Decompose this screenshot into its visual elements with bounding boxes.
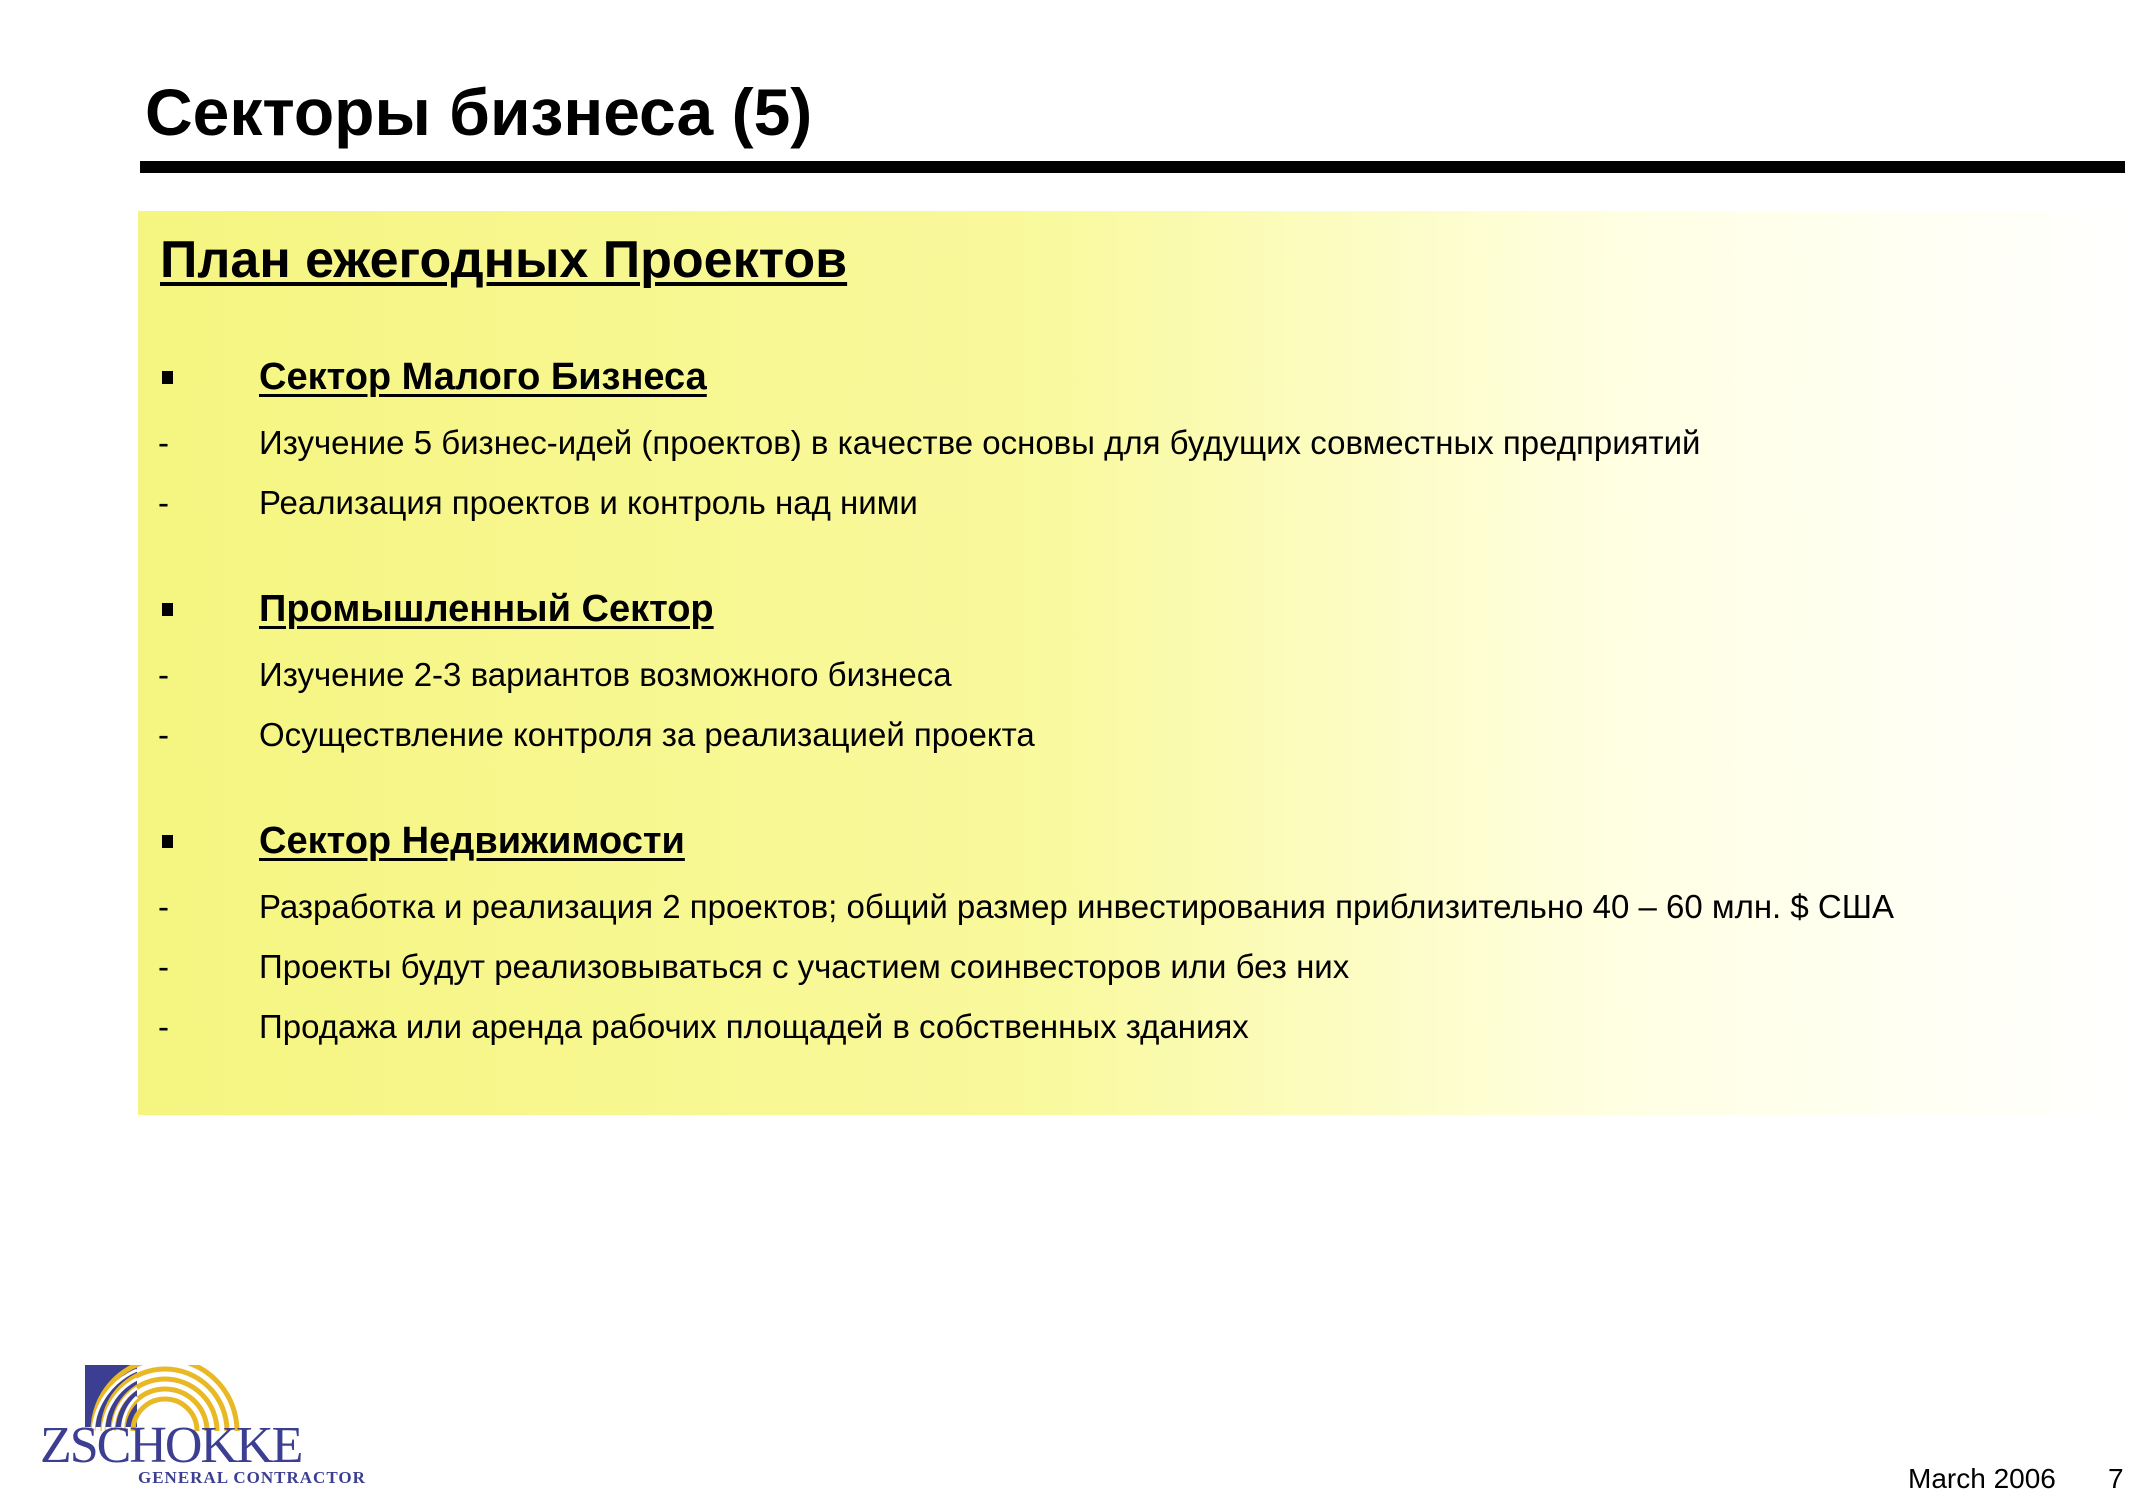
footer-date: March 2006 xyxy=(1908,1463,2056,1494)
dash-marker: - xyxy=(158,716,169,753)
section-title: Сектор Малого Бизнеса xyxy=(259,356,707,398)
page-number: 7 xyxy=(2108,1463,2124,1494)
list-item-text: Осуществление контроля за реализацией проекта xyxy=(259,716,1035,753)
list-item xyxy=(0,942,2156,992)
list-item xyxy=(0,478,2156,528)
logo-tagline: GENERAL CONTRACTOR xyxy=(138,1468,366,1487)
list-item xyxy=(0,710,2156,760)
section-industrial xyxy=(0,584,2156,634)
slide-title: Секторы бизнеса (5) xyxy=(145,75,813,149)
section-real-estate xyxy=(0,816,2156,866)
list-item-text: Разработка и реализация 2 проектов; общий размер инвестирования приблизительно 40 – 60 млн. $ США xyxy=(259,888,1894,925)
dash-marker: - xyxy=(158,656,169,693)
dash-marker: - xyxy=(158,888,169,925)
company-logo xyxy=(40,1365,366,1495)
panel-heading: План ежегодных Проектов xyxy=(160,231,848,289)
list-item-text: Проекты будут реализовываться с участием соинвесторов или без них xyxy=(259,948,1350,985)
list-item-text: Изучение 5 бизнес-идей (проектов) в качестве основы для будущих совместных предприятий xyxy=(259,424,1701,461)
dash-marker: - xyxy=(158,948,169,985)
dash-marker: - xyxy=(158,424,169,461)
dash-marker: - xyxy=(158,484,169,521)
list-item xyxy=(0,882,2156,932)
bullet-square-icon xyxy=(162,835,173,848)
list-item xyxy=(0,650,2156,700)
logo-wordmark: ZSCHOKKE xyxy=(40,1417,302,1474)
list-item xyxy=(0,418,2156,468)
section-small-business xyxy=(0,352,2156,402)
title-rule xyxy=(140,161,2125,173)
bullet-square-icon xyxy=(162,371,173,384)
section-title: Промышленный Сектор xyxy=(259,588,714,630)
list-item-text: Продажа или аренда рабочих площадей в собственных зданиях xyxy=(259,1008,1249,1045)
list-item xyxy=(0,1002,2156,1052)
list-item-text: Реализация проектов и контроль над ними xyxy=(259,484,918,521)
bullet-square-icon xyxy=(162,603,173,616)
section-title: Сектор Недвижимости xyxy=(259,820,685,862)
list-item-text: Изучение 2-3 вариантов возможного бизнеса xyxy=(259,656,952,693)
dash-marker: - xyxy=(158,1008,169,1045)
